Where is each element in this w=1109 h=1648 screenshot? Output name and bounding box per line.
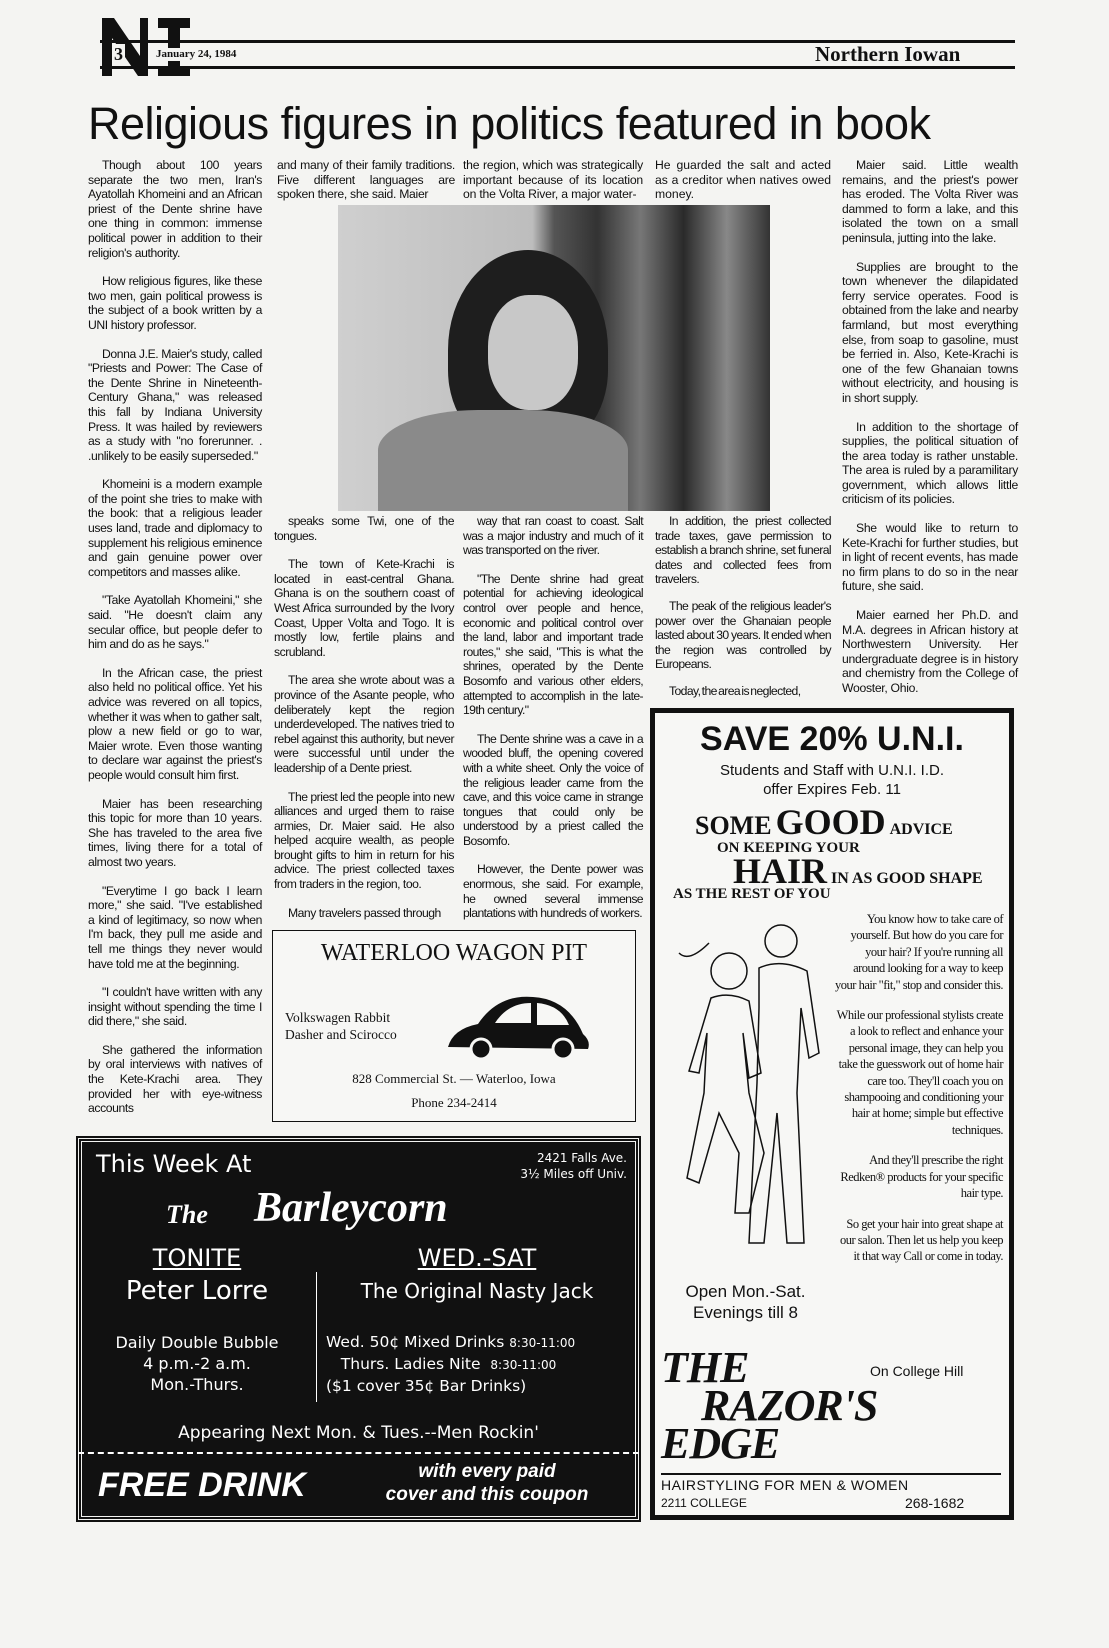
opening-hours <box>663 1281 828 1323</box>
this-week: This Week At <box>96 1150 252 1178</box>
masthead-rule-bottom <box>100 66 1015 69</box>
tonite-act: Peter Lorre <box>125 1276 269 1306</box>
coupon-cut-line[interactable] <box>78 1452 639 1454</box>
article-column-3-top <box>463 158 643 202</box>
ad-title: WATERLOO WAGON PIT <box>320 940 588 966</box>
logo-line: EDGE <box>661 1419 780 1468</box>
vw-beetle-icon <box>443 989 593 1061</box>
page-number: 3 <box>114 44 123 64</box>
paragraph: How religious figures, like these two men, gain political prowess is the subject of a book written by a UNI history professor. <box>88 274 262 332</box>
paragraph: the region, which was strategically important because of its location on the Volta River, a major water- <box>463 158 643 202</box>
heading-word: IN AS GOOD SHAPE <box>831 870 983 887</box>
paragraph: Khomeini is a modern example of the point she tries to make with the book: that a religious leader uses land, trade and diplomacy to supplement his religious eminence and gain genuine power over competitors and masses alike. <box>88 477 262 579</box>
paragraph: Supplies are brought to the town whenever the dilapidated ferry service operates. Food is obtained from the lake and nearby farmland, but most everything else, from soap to gasoline, must be ferried in. Also, Kete-Krachi is one of the few Ghanaian towns without electricity, and housing is in short supply. <box>842 259 1018 405</box>
heading-word: ADVICE <box>889 821 953 838</box>
advice-heading-2: ON KEEPING YOUR <box>717 840 860 856</box>
special-line: Daily Double Bubble <box>115 1333 279 1352</box>
special-line: Thurs. Ladies Nite <box>340 1355 481 1373</box>
salon-address: 2211 COLLEGE <box>661 1496 747 1510</box>
special-line: Mon.-Thurs. <box>150 1375 244 1394</box>
issue-date: January 24, 1984 <box>156 48 237 60</box>
paragraph: The area she wrote about was a province of the Asante people, who deliberately kept the region underdeveloped. The natives tried to rebel against this authority, but never were successful until under the leadership of a Dente priest. <box>274 673 454 775</box>
tonite-label: TONITE <box>152 1244 242 1272</box>
paragraph: The Dente shrine was a cave in a wooded bluff, the opening covered with a white sheet. Only the voice of the religious leader came from the cave, and this voice came in strange tongues that could only be understood by a priest called the Bosomfo. <box>463 731 643 848</box>
paragraph: way that ran coast to coast. Salt was a major industry and much of it was transported on the river. <box>463 514 643 558</box>
paragraph: Today, the area is neglected, <box>669 683 801 698</box>
ad-paragraph: And they'll prescribe the right Redken® products for your specific hair type. <box>840 1153 1003 1201</box>
photo-figure-body <box>378 410 628 511</box>
ad-razors-edge <box>650 708 1014 1520</box>
wedsat-specials <box>326 1332 575 1397</box>
paragraph: She gathered the information by oral interviews with natives of the Kete-Krachi area. They provided her with eye-witness accounts <box>88 1042 262 1116</box>
appearing-next: Appearing Next Mon. & Tues.--Men Rockin' <box>178 1423 539 1443</box>
hours-line: Evenings till 8 <box>693 1303 798 1322</box>
save-offer: SAVE 20% U.N.I. <box>700 720 964 758</box>
coupon-line: with every paid <box>418 1461 556 1482</box>
heading-word: HAIR <box>733 851 828 891</box>
paragraph: Maier has been researching this topic for more than 10 years. She has traveled to the area five times, living there for a total of almost two years. <box>88 796 262 869</box>
ad-paragraph: So get your hair into great shape at our salon. Then let us help you keep it that way Call or come in today. <box>840 1216 1003 1264</box>
ad-waterloo-wagon-pit <box>272 930 636 1122</box>
tagline: HAIRSTYLING FOR MEN & WOMEN <box>661 1477 909 1493</box>
paper-name: Northern Iowan <box>815 42 961 66</box>
offer-details <box>655 761 1009 799</box>
divider <box>316 1272 317 1402</box>
salon-phone: 268-1682 <box>905 1495 965 1511</box>
special-line: 4 p.m.-2 a.m. <box>143 1354 251 1373</box>
paragraph: and many of their family traditions. Five different languages are spoken there, she said. Maier <box>277 158 455 202</box>
joggers-illustration <box>669 913 829 1273</box>
coupon-free-drink: FREE DRINK <box>98 1466 306 1504</box>
ad-line: Volkswagen Rabbit <box>285 1010 391 1025</box>
author-photo <box>338 205 770 511</box>
ad-paragraph: While our professional stylists create a look to reflect and enhance your personal image, they can help you take the guesswork out of home hair care too. They'll coach you on shampooing and conditioning your hair at home; simple but effective techniques. <box>836 1008 1003 1137</box>
offer-line: offer Expires Feb. 11 <box>763 781 901 798</box>
coupon-terms <box>362 1460 612 1506</box>
paragraph: In the African case, the priest also held no political office. Yet his advice was revered on all topics, whether it was when to gather salt, plow a new field or go to war, Maier wrote. Even those wanting to declare war against the priest's people would consult him first. <box>88 665 262 782</box>
hours-line: Open Mon.-Sat. <box>685 1282 806 1301</box>
article-column-3 <box>463 514 643 921</box>
paragraph: "I couldn't have written with any insight without spending the time I did there," she said. <box>88 985 262 1029</box>
heading-word: GOOD <box>775 802 886 842</box>
paragraph: Though about 100 years separate the two men, Iran's Ayatollah Khomeini and an African priest of the Dente shrine have one thing in common: immense political power in addition to their religion's authority. <box>88 158 262 260</box>
advice-heading-4: AS THE REST OF YOU <box>673 886 831 902</box>
special-time: 8:30-11:00 <box>509 1336 576 1350</box>
ad-address: 828 Commercial St. — Waterloo, Iowa <box>352 1071 556 1086</box>
tonite-specials <box>82 1332 312 1395</box>
paragraph: In addition, the priest collected trade taxes, gave permission to establish a branch shrine, set funeral dates and collected fees from travelers. <box>655 514 831 587</box>
headline: Religious figures in politics featured in book <box>88 98 931 149</box>
article-column-2-top <box>277 158 455 202</box>
article-column-5 <box>842 158 1018 696</box>
special-line: Wed. 50¢ Mixed Drinks <box>326 1333 505 1351</box>
ad-line: Dasher and Scirocco <box>285 1027 397 1042</box>
logo-line: THE <box>661 1343 749 1392</box>
coupon-line: cover and this coupon <box>385 1484 589 1505</box>
razors-edge-logo <box>661 1343 878 1468</box>
address-line: 3½ Miles off Univ. <box>520 1167 627 1181</box>
paragraph: Maier earned her Ph.D. and M.A. degrees in African history at Northwestern University. Her undergraduate degree is in history and chemistry from the College of Wooster, Ohio. <box>842 608 1018 695</box>
wedsat-act: The Original Nasty Jack <box>360 1279 594 1303</box>
logo-line: RAZOR'S <box>701 1381 878 1430</box>
wedsat-label: WED.-SAT <box>417 1244 537 1272</box>
ad-phone: Phone 234-2414 <box>411 1095 497 1110</box>
ad-copy <box>833 911 1003 1265</box>
barleycorn-address <box>477 1150 627 1182</box>
college-hill: On College Hill <box>870 1363 964 1379</box>
paragraph: speaks some Twi, one of the tongues. <box>274 514 454 543</box>
heading-word: SOME <box>695 811 772 840</box>
paragraph: The priest led the people into new alliances and urged them to raise armies, Dr. Maier said. He also helped acquire wealth, as people brought gifts to him in return for his advice. The priest collected taxes from traders in the region, too. <box>274 789 454 892</box>
special-time: 8:30-11:00 <box>490 1358 557 1372</box>
paragraph: He guarded the salt and acted as a creditor when natives owed money. <box>655 158 831 202</box>
paragraph: "The Dente shrine had great potential for achieving ideological control over people and hence, economic and political control over the land, labor and important trade routes," she said, "This is what the shrines, operated by the Dente Bosomfo and various other elders, attempted to accomplish in the late-19th century." <box>463 571 643 718</box>
paragraph: The town of Kete-Krachi is located in east-central Ghana. Ghana is on the southern coast of West Africa surrounded by the Ivory Coast, Upper Volta and Togo. It is mostly low, fertile plains and scrubland. <box>274 557 454 659</box>
paragraph: In addition to the shortage of supplies, the political situation of the area today is rather unstable. The area is ruled by a paramilitary government, which allows little criticism of its policies. <box>842 419 1018 507</box>
paragraph: However, the Dente power was enormous, she said. For example, he owned several immense plantations with hundreds of workers. <box>463 862 643 921</box>
paragraph: Maier said. Little wealth remains, and the priest's power has eroded. The Volta River was dammed to form a lake, and this isolated the town on a small peninsula, jutting into the lake. <box>842 158 1018 245</box>
ad-models <box>285 1009 397 1043</box>
paragraph: She would like to return to Kete-Krachi for further studies, but in light of recent events, has made no firm plans to do so in the near future, she said. <box>842 521 1018 594</box>
article-column-4 <box>655 514 831 699</box>
barleycorn-the: The <box>166 1200 208 1229</box>
paragraph: Many travelers passed through <box>288 905 441 920</box>
article-column-4-top <box>655 158 831 202</box>
photo-figure-face <box>488 295 578 410</box>
paragraph: "Everytime I go back I learn more," she said. "I've established a kind of legitimacy, so now when I'm back, they pull me aside and tell me things they never would have told me at the beginning. <box>88 883 262 971</box>
paragraph: The peak of the religious leader's power over the Ghanaian people lasted about 30 years. It ended when the region was controlled by Europeans. <box>655 598 831 672</box>
article-column-2 <box>274 514 454 920</box>
address-line: 2421 Falls Ave. <box>536 1151 627 1165</box>
ad-barleycorn <box>78 1138 639 1520</box>
divider <box>661 1473 1001 1475</box>
paragraph: "Take Ayatollah Khomeini," she said. "He doesn't claim any secular office, but people defer to him and do as he says." <box>88 593 262 652</box>
offer-line: Students and Staff with U.N.I. I.D. <box>720 762 944 779</box>
article-column-1 <box>88 158 262 1116</box>
special-line: ($1 cover 35¢ Bar Drinks) <box>326 1377 527 1395</box>
ad-paragraph: You know how to take care of yourself. But how do you care for your hair? If you're running all around looking for a way to keep your hair "fit," stop and consider this. <box>835 912 1003 992</box>
barleycorn-name: Barleycorn <box>254 1185 448 1231</box>
paragraph: Donna J.E. Maier's study, called "Priests and Power: The Case of the Dente Shrine in Nineteenth-Century Ghana," was released this fall by Indiana University Press. It was hailed by reviewers as a study with "no forerunner. . .unlikely to be easily superseded." <box>88 346 263 463</box>
